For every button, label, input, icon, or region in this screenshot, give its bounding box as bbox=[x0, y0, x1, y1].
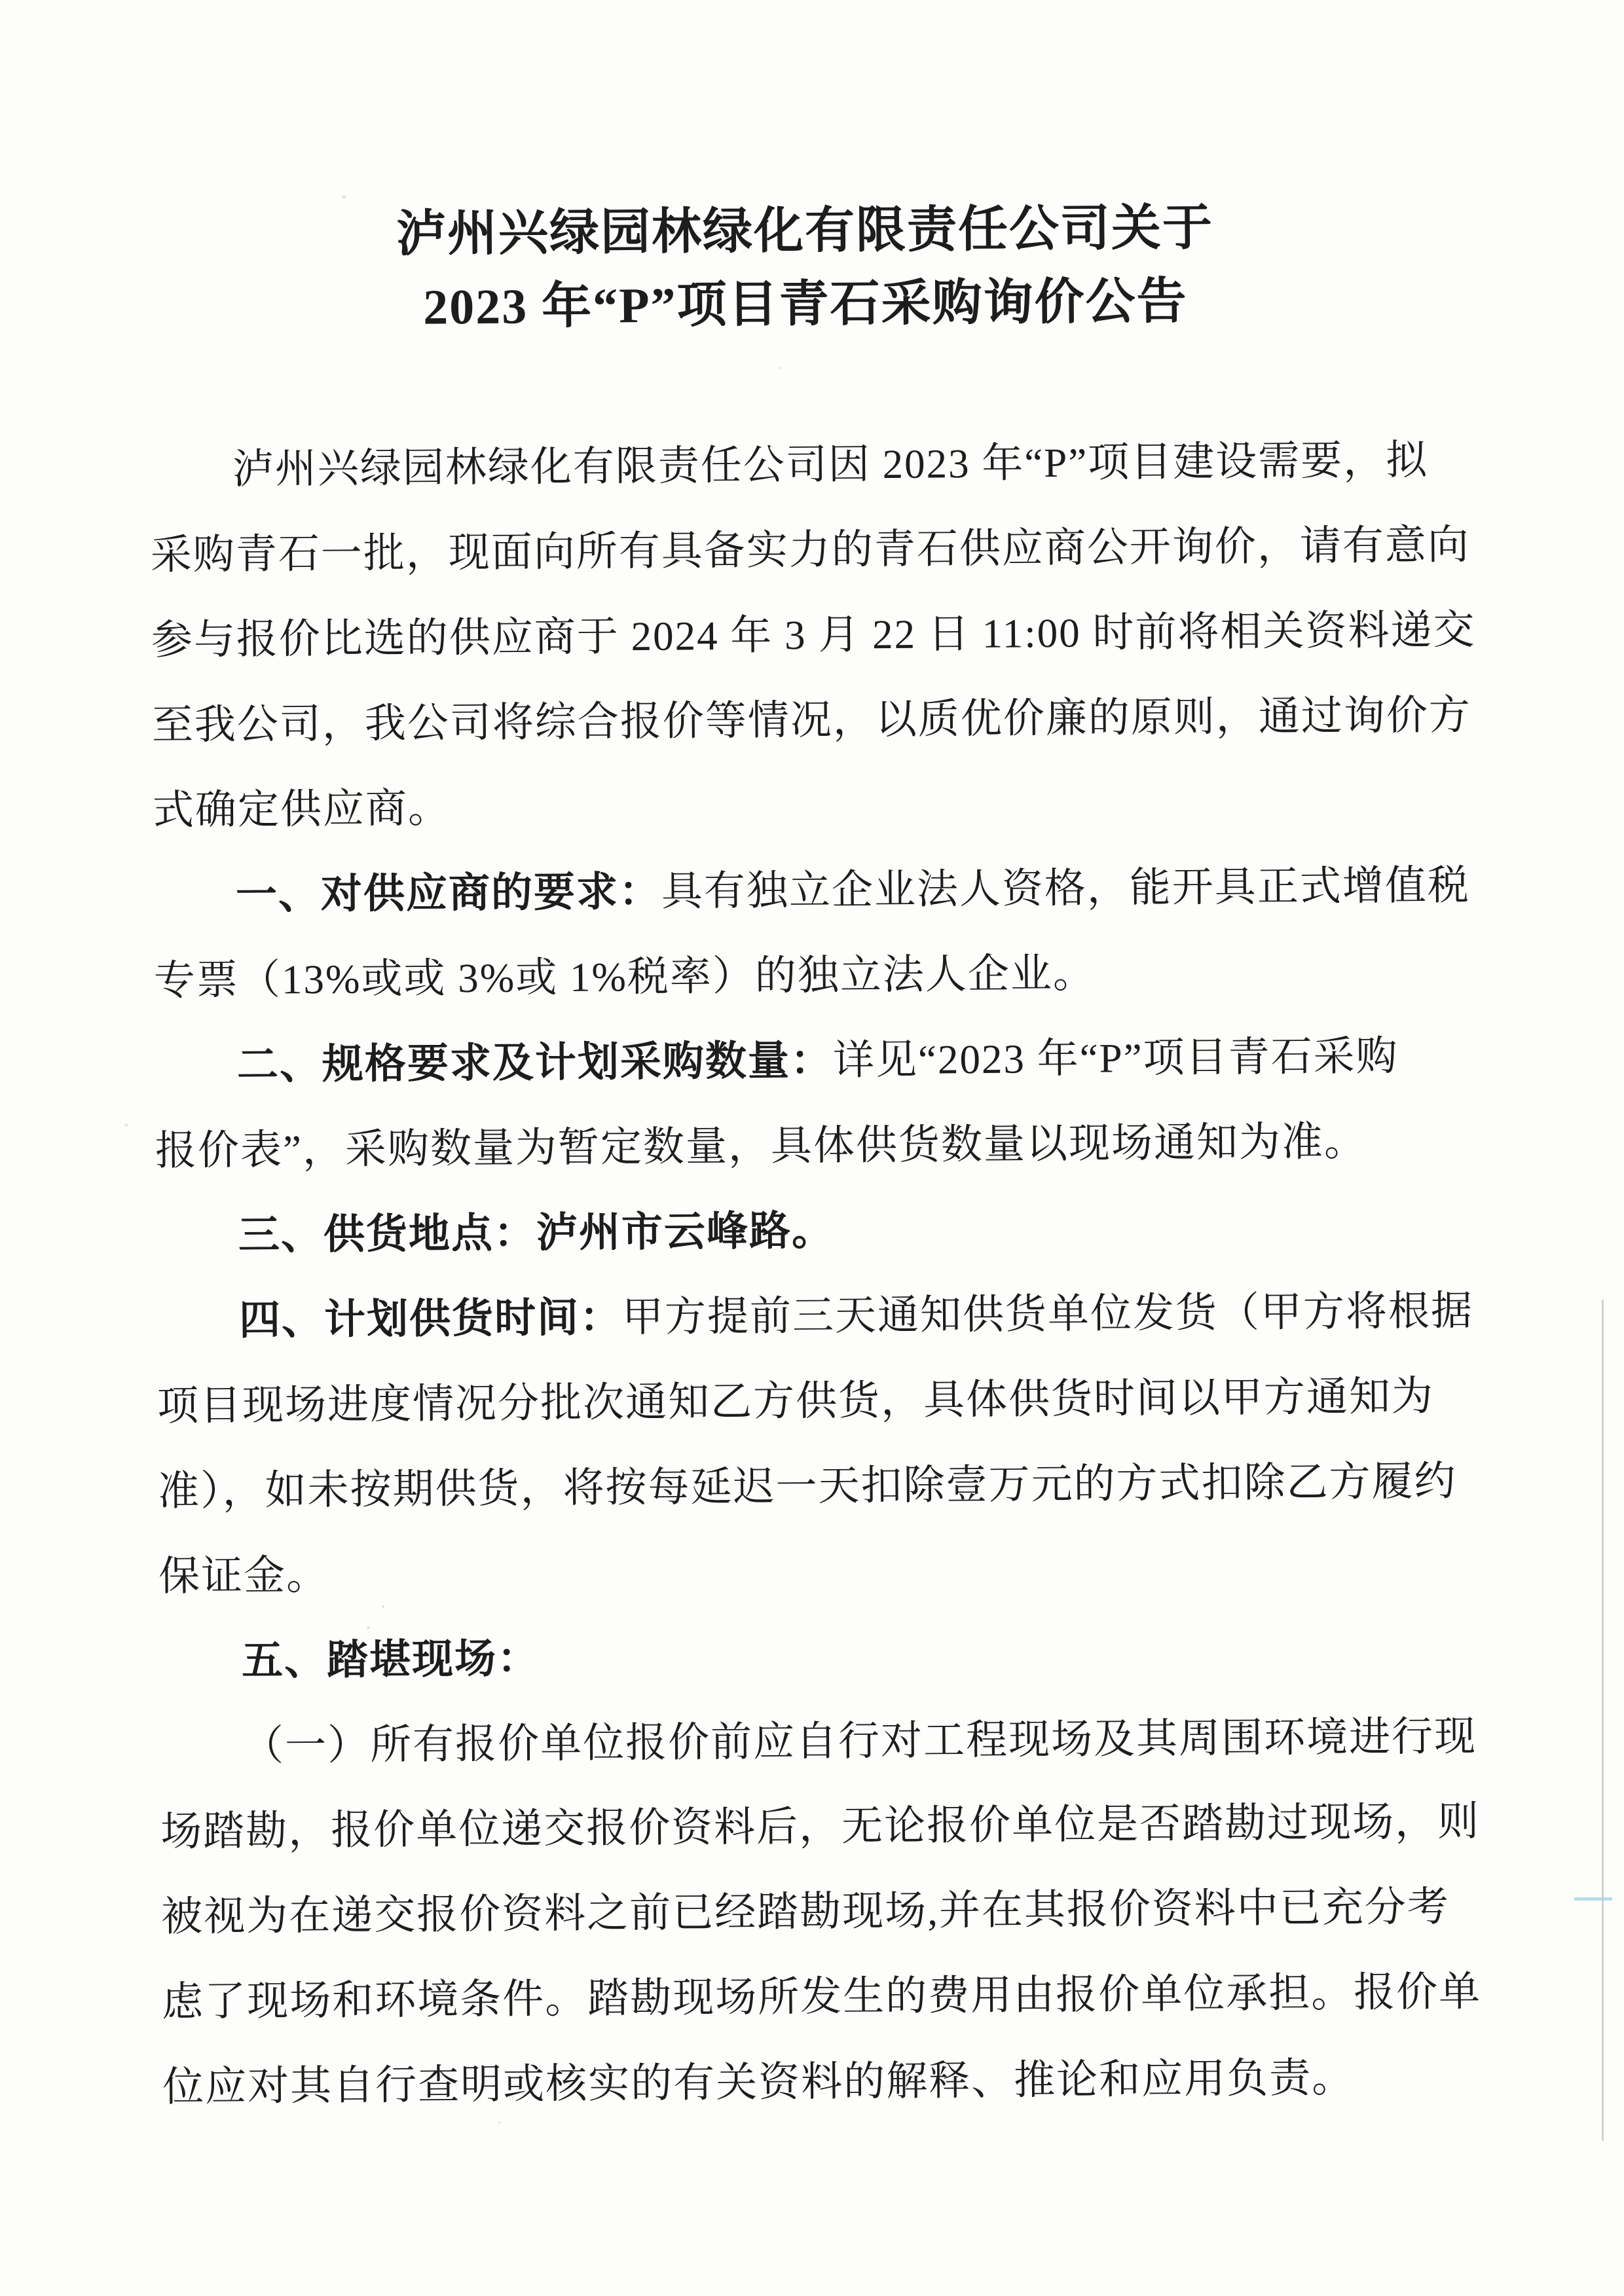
body-line bbox=[159, 1609, 1362, 1704]
section-heading: 三、供货地点：泸州市云峰路。 bbox=[238, 1207, 835, 1258]
body-text: 被视为在递交报价资料之前已经踏勘现场,并在其报价资料中已充分考 bbox=[160, 1884, 1450, 1940]
body-text: 至我公司，我公司将综合报价等情况，以质优价廉的原则，通过询价方 bbox=[151, 692, 1472, 748]
body-line bbox=[160, 1694, 1477, 1789]
body-text: 式确定供应商。 bbox=[152, 785, 451, 833]
body-line bbox=[162, 2035, 1365, 2129]
scan-speck bbox=[778, 367, 781, 369]
scan-speck bbox=[382, 1605, 384, 1608]
body-line bbox=[155, 1099, 1367, 1193]
body-text: 保证金。 bbox=[158, 1552, 329, 1599]
scan-edge-line bbox=[1602, 1300, 1604, 2141]
body-text: 采购青石一批，现面向所有具备实力的青石供应商公开询价，请有意向 bbox=[150, 522, 1471, 578]
scan-speck bbox=[498, 2121, 501, 2124]
body-line bbox=[157, 1439, 1457, 1533]
body-text: 位应对其自行查明或核实的有关资料的解释、推论和应用负责。 bbox=[162, 2054, 1355, 2110]
document-title-line-1: 泸州兴绿园林绿化有限责任公司关于 bbox=[396, 200, 1214, 262]
body-text: 专票（13%或或 3%或 1%税率）的独立法人企业。 bbox=[153, 950, 1096, 1004]
scan-speck bbox=[124, 1123, 128, 1127]
section-heading: 四、计划供货时间： bbox=[238, 1294, 623, 1343]
body-text: 具有独立企业法人资格，能开具正式增值税 bbox=[661, 862, 1471, 915]
body-line bbox=[153, 928, 1356, 1023]
body-line bbox=[152, 758, 1355, 852]
body-text: （一）所有报价单位报价前应自行对工程现场及其周围环境进行现 bbox=[242, 1713, 1477, 1769]
section-heading: 一、对供应商的要求： bbox=[235, 868, 662, 918]
body-line bbox=[161, 1950, 1482, 2044]
body-line bbox=[154, 1013, 1399, 1108]
section-heading: 五、踏堪现场： bbox=[241, 1635, 540, 1684]
document-title bbox=[19, 189, 1592, 348]
body-text: 参与报价比选的供应商于 2024 年 3 月 22 日 11:00 时前将相关资料递交 bbox=[151, 607, 1476, 663]
body-line bbox=[151, 588, 1476, 682]
body-text: 虑了现场和环境条件。踏勘现场所发生的费用由报价单位承担。报价单 bbox=[161, 1969, 1482, 2025]
body-text: 项目现场进度情况分批次通知乙方供货，具体供货时间以甲方通知为 bbox=[157, 1373, 1435, 1429]
body-text: 准），如未按期供货，将按每延迟一天扣除壹万元的方式扣除乙方履约 bbox=[157, 1458, 1457, 1514]
body-line bbox=[157, 1269, 1474, 1363]
scan-blue-mark bbox=[1574, 1897, 1612, 1901]
scan-speck bbox=[342, 195, 346, 198]
body-line bbox=[153, 843, 1471, 938]
body-line bbox=[160, 1865, 1450, 1959]
body-line bbox=[157, 1354, 1435, 1448]
body-line bbox=[158, 1524, 1361, 1618]
body-line bbox=[150, 503, 1471, 597]
body-text: 详见“2023 年“P”项目青石采购 bbox=[832, 1032, 1399, 1084]
document-title-line-2: 2023 年“P”项目青石采购询价公告 bbox=[422, 274, 1188, 335]
body-text: 场踏勘，报价单位递交报价资料后，无论报价单位是否踏勘过现场，则 bbox=[160, 1798, 1481, 1855]
body-text: 甲方提前三天通知供货单位发货（甲方将根据 bbox=[621, 1288, 1474, 1341]
body-line bbox=[156, 1184, 1359, 1278]
body-line bbox=[149, 418, 1429, 512]
document-body bbox=[149, 418, 1482, 2129]
body-line bbox=[160, 1779, 1481, 1874]
section-heading: 二、规格要求及计划采购数量： bbox=[236, 1037, 834, 1088]
body-text: 泸州兴绿园林绿化有限责任公司因 2023 年“P”项目建设需要，拟 bbox=[232, 437, 1429, 492]
scan-speck bbox=[367, 1626, 370, 1629]
body-text: 报价表”，采购数量为暂定数量，具体供货数量以现场通知为准。 bbox=[155, 1118, 1367, 1174]
body-line bbox=[151, 673, 1472, 767]
